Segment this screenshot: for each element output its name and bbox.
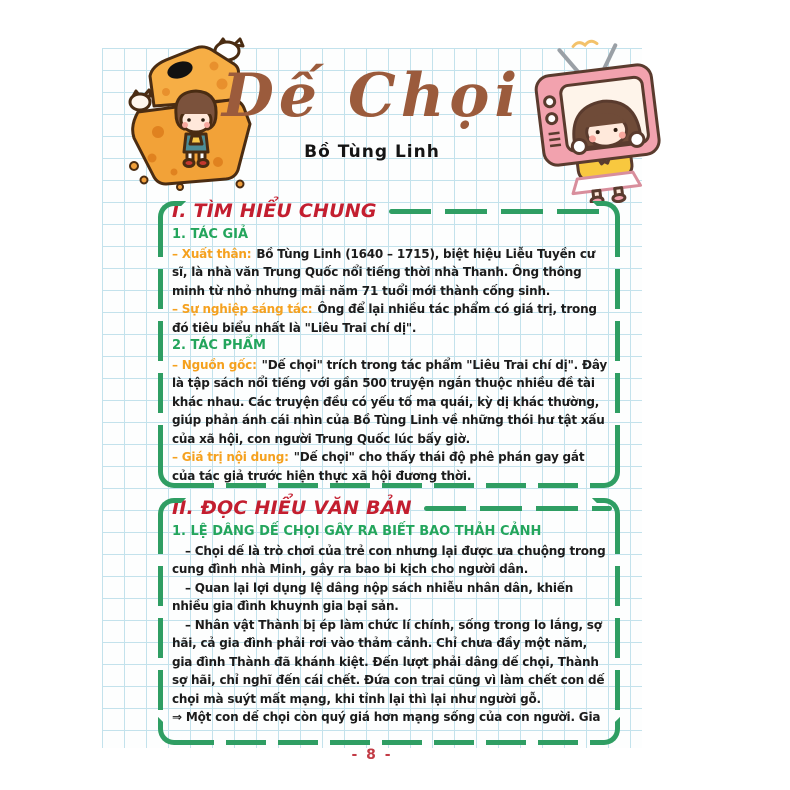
paragraph-label: – Xuất thân: (172, 246, 252, 261)
author-name: Bồ Tùng Linh (304, 142, 440, 162)
section-heading: II. ĐỌC HIỂU VĂN BẢN (172, 497, 412, 519)
subheading: 1. TÁC GIẢ (172, 227, 249, 242)
paragraph-label: – Giá trị nội dung: (172, 450, 289, 464)
box-border (174, 483, 604, 488)
section-content (158, 520, 620, 727)
paragraph (172, 300, 610, 337)
paragraph-text: "Dế chọi" cho thấy thái độ phê phán gay gắt của tác giả trước hiện thực xã hội đương thời. (172, 450, 585, 483)
paragraph (172, 356, 610, 449)
section-box-tim-hieu-chung (158, 201, 620, 488)
box-border (615, 514, 620, 729)
heading-dash-line (389, 209, 612, 214)
subheading: 1. LỆ DÂNG DẾ CHỌI GÂY RA BIẾT BAO THẢH CẢNH (172, 524, 542, 539)
page-title: Dế Chọi (221, 61, 523, 131)
section-box-doc-hieu-van-ban (158, 498, 620, 745)
paragraph: – Nhân vật Thành bị ép làm chức lí chính, sống trong lo lắng, sợ hãi, cả gia đình phải rơi vào thảm cảnh. Chỉ chưa đầy một năm, gia đình Thành đã khánh kiệt. Đến lượt phải dâng dế chọi, Thành sợ hãi, chỉ nghĩ đến cái chết. Đứa con trai cũng vì làm chết con dế chọi mà suýt mất mạng, khi tỉnh lại thì lại như người gỗ. (172, 617, 605, 706)
paragraph (172, 245, 610, 301)
box-border (158, 217, 163, 472)
section-heading-row (158, 199, 620, 223)
section-heading-row (158, 496, 620, 520)
section-heading: I. TÌM HIỂU CHUNG (172, 200, 377, 222)
page-number: - 8 - (351, 747, 393, 763)
paragraph: – Chọi dế là trò chơi của trẻ con nhưng lại được ưa chuộng trong cung đình nhà Minh, gây ra bao bi kịch cho người dân. (172, 543, 606, 576)
heading-dash-line (424, 506, 612, 511)
paragraph: – Quan lại lợi dụng lệ dâng nộp sách nhiễu nhân dân, khiến nhiều gia đình khuynh gia bại sản. (172, 580, 574, 613)
box-border (174, 740, 604, 745)
paragraph-text: "Dế chọi" trích trong tác phẩm "Liêu Trai chí dị". Đây là tập sách nổi tiếng với gần 500 truyện ngắn thuộc nhiều đề tài khác nhau. Các truyện đều có yếu tố ma quái, kỳ dị khác thường, giúp phản ánh cái nhìn của Bồ Tùng Linh về những thói hư tật xấu của xã hội, con người Trung Quốc lúc bấy giờ. (172, 357, 607, 446)
box-border (158, 514, 163, 729)
conclusion-paragraph: ⇒ Một con dế chọi còn quý giá hơn mạng sống của con người. Gia (172, 710, 601, 724)
paragraph-label: – Sự nghiệp sáng tác: (172, 302, 313, 316)
box-border (615, 217, 620, 472)
paragraph (172, 448, 610, 485)
paragraph-text: Ông để lại nhiều tác phẩm có giá trị, trong đó tiêu biểu nhất là "Liêu Trai chí dị". (172, 302, 597, 335)
paragraph-label: – Nguồn gốc: (172, 357, 257, 372)
paragraph-text: Bồ Tùng Linh (1640 – 1715), biệt hiệu Liễu Tuyền cư sĩ, là nhà văn Trung Quốc nổi tiếng thời nhà Thanh. Ông thông minh từ nhỏ nhưng mãi năm 71 tuổi mới thành cống sinh. (172, 246, 596, 298)
subheading: 2. TÁC PHẨM (172, 338, 266, 353)
section-content (158, 223, 620, 485)
